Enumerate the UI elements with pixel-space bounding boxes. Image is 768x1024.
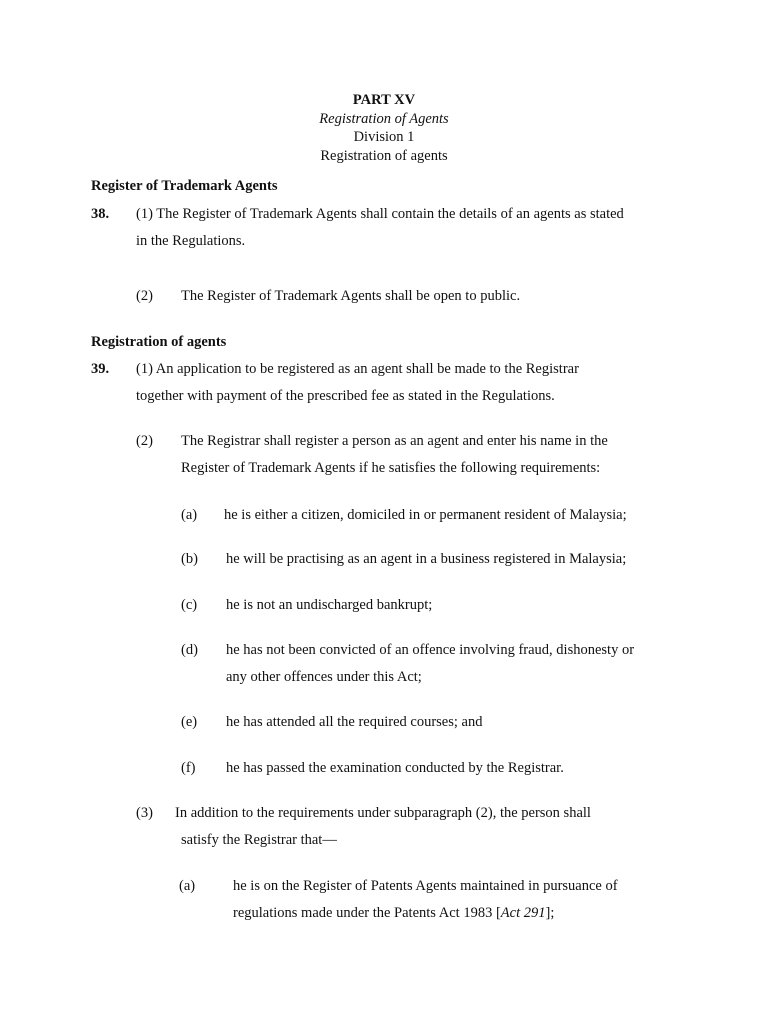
section-39-heading: Registration of agents (91, 334, 227, 350)
para-3-item-a-line-1: he is on the Register of Patents Agents maintained in pursuance of (233, 878, 618, 894)
section-38-para-2-text: The Register of Trademark Agents shall be open to public. (181, 288, 521, 304)
item-b-text: he will be practising as an agent in a business registered in Malaysia; (226, 551, 627, 567)
section-38-heading: Register of Trademark Agents (91, 178, 278, 194)
part-title: Registration of Agents (319, 111, 449, 127)
item-e-text: he has attended all the required courses; and (226, 714, 483, 730)
item-a-text: he is either a citizen, domiciled in or permanent resident of Malaysia; (224, 507, 627, 523)
act-number: Act 291 (500, 905, 546, 921)
act-citation-prefix: regulations made under the Patents Act 1983 [ (233, 905, 501, 921)
section-39-para-2-line-1: The Registrar shall register a person as an agent and enter his name in the (181, 433, 608, 449)
section-38-number: 38. (91, 206, 110, 222)
act-citation-suffix: ]; (545, 905, 555, 921)
section-39-para-2-line-2: Register of Trademark Agents if he satisfies the following requirements: (181, 460, 601, 476)
section-39-number: 39. (91, 361, 110, 377)
section-39-para-3-line-2: satisfy the Registrar that— (181, 832, 337, 848)
item-d-text-line-1: he has not been convicted of an offence involving fraud, dishonesty or (226, 642, 635, 658)
item-b-label: (b) (181, 551, 198, 567)
section-39-para-3-line-1: In addition to the requirements under subparagraph (2), the person shall (175, 805, 591, 821)
section-39-para-3-number: (3) (136, 805, 153, 821)
section-38-para-1-line-2: in the Regulations. (136, 233, 246, 249)
division-title: Registration of agents (320, 148, 448, 164)
section-38-para-2-number: (2) (136, 288, 153, 304)
item-a-label: (a) (181, 507, 198, 523)
section-39-para-1-line-1: (1) An application to be registered as an agent shall be made to the Registrar (136, 361, 579, 377)
section-39-para-2-number: (2) (136, 433, 153, 449)
division-heading: Division 1 (353, 129, 415, 145)
section-38-para-1-line-1: (1) The Register of Trademark Agents shall contain the details of an agents as stated (136, 206, 624, 222)
part-heading: PART XV (352, 92, 416, 108)
item-c-text: he is not an undischarged bankrupt; (226, 597, 433, 613)
item-e-label: (e) (181, 714, 198, 730)
item-d-label: (d) (181, 642, 198, 658)
item-d-text-line-2: any other offences under this Act; (226, 669, 422, 685)
item-f-text: he has passed the examination conducted by the Registrar. (226, 760, 564, 776)
para-3-item-a-label: (a) (179, 878, 196, 894)
para-3-item-a-line-2 (233, 905, 554, 922)
item-f-label: (f) (181, 760, 196, 776)
item-c-label: (c) (181, 597, 198, 613)
section-39-para-1-line-2: together with payment of the prescribed fee as stated in the Regulations. (136, 388, 555, 404)
